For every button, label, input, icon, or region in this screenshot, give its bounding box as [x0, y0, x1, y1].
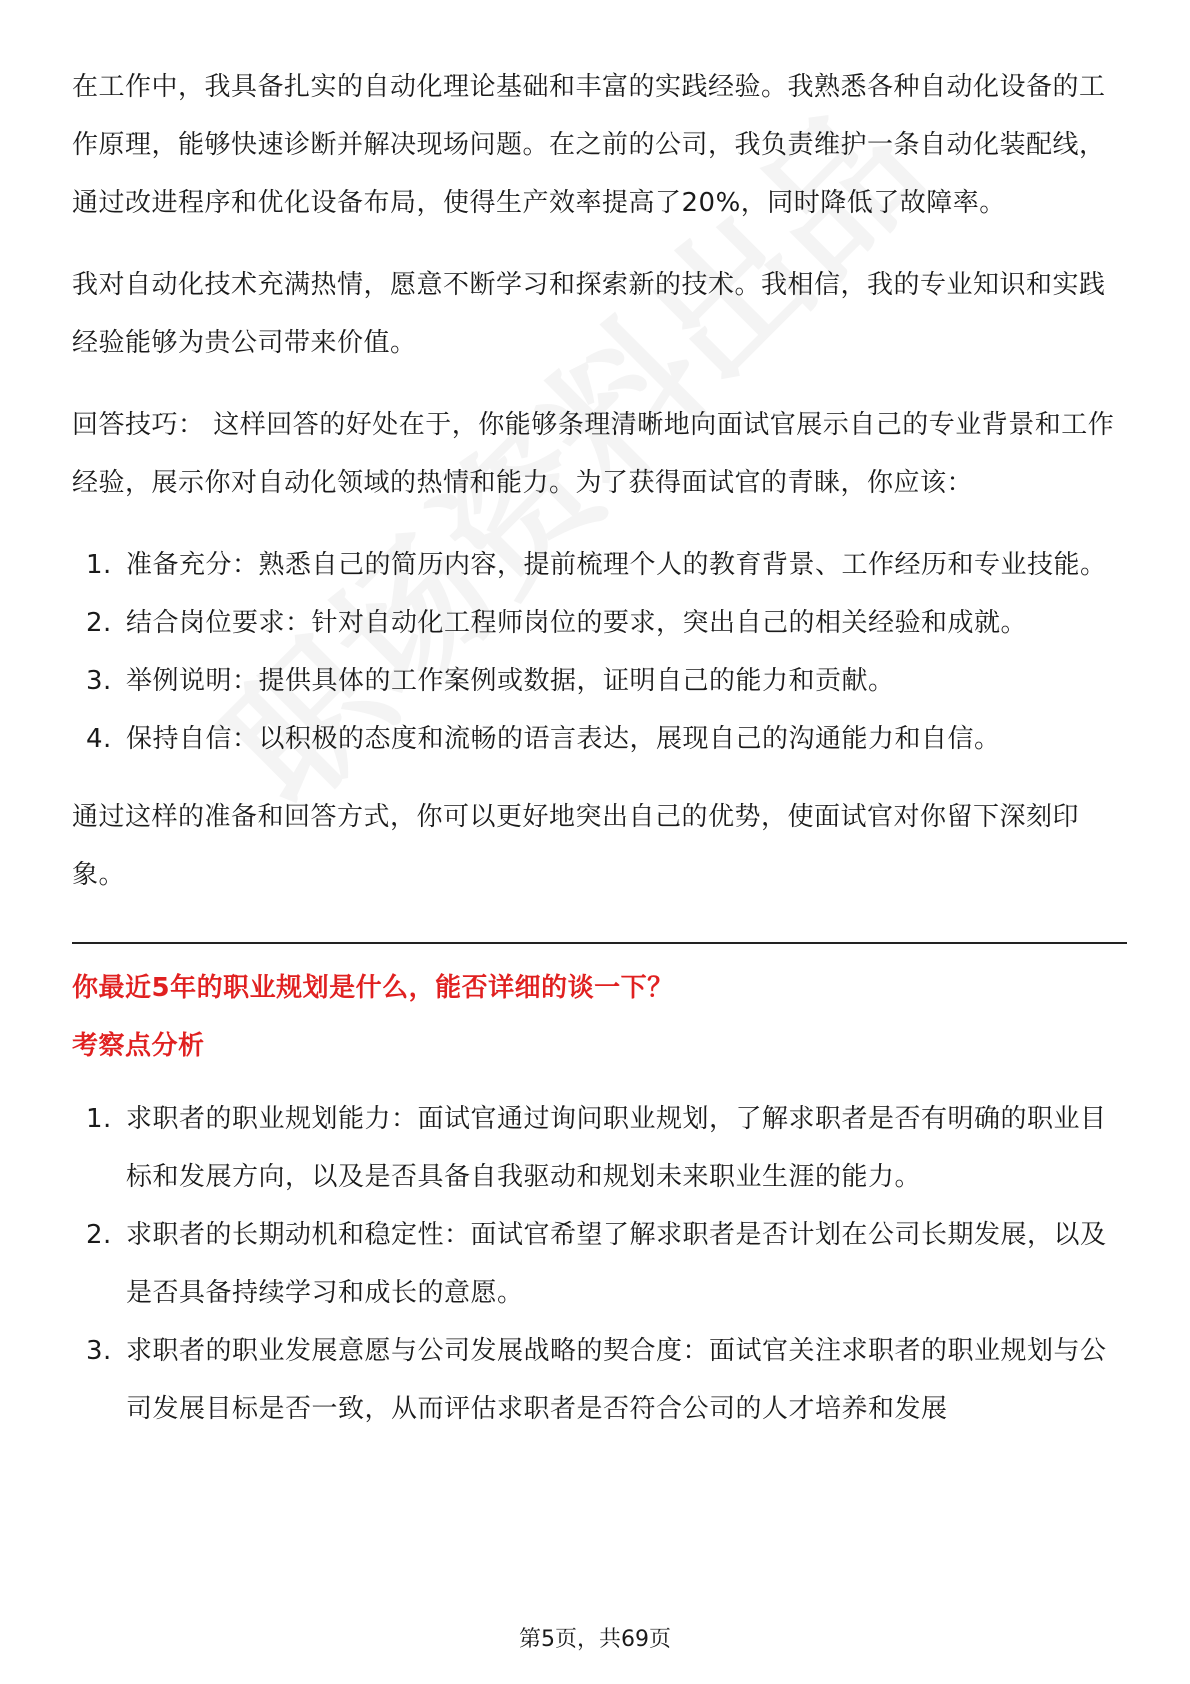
- list-number: 1.: [86, 1104, 112, 1134]
- list-item: [72, 1322, 1127, 1438]
- section-divider: [72, 942, 1127, 944]
- paragraph-experience: 在工作中，我具备扎实的自动化理论基础和丰富的实践经验。我熟悉各种自动化设备的工作原理，能够快速诊断并解决现场问题。在之前的公司，我负责维护一条自动化装配线，通过改进程序和优化设备布局，使得生产效率提高了20%，同时降低了故障率。: [72, 72, 1106, 218]
- list-number: 4.: [86, 724, 112, 754]
- list-text: 举例说明：提供具体的工作案例或数据，证明自己的能力和贡献。: [126, 666, 895, 696]
- list-number: 3.: [86, 666, 112, 696]
- question-heading: 你最近5年的职业规划是什么，能否详细的谈一下？: [72, 973, 674, 1003]
- list-number: 3.: [86, 1336, 112, 1366]
- list-item: [72, 1206, 1127, 1322]
- paragraph-closing: 通过这样的准备和回答方式，你可以更好地突出自己的优势，使面试官对你留下深刻印象。: [72, 802, 1080, 890]
- list-item: [72, 536, 1127, 594]
- analysis-heading: 考察点分析: [72, 1031, 205, 1061]
- list-text: 求职者的长期动机和稳定性：面试官希望了解求职者是否计划在公司长期发展，以及是否具备持续学习和成长的意愿。: [126, 1220, 1107, 1308]
- list-text: 结合岗位要求：针对自动化工程师岗位的要求，突出自己的相关经验和成就。: [126, 608, 1028, 638]
- list-text: 求职者的职业规划能力：面试官通过询问职业规划，了解求职者是否有明确的职业目标和发展方向，以及是否具备自我驱动和规划未来职业生涯的能力。: [126, 1104, 1107, 1192]
- page-footer: 第5页，共69页: [519, 1627, 671, 1652]
- list-number: 1.: [86, 550, 112, 580]
- analysis-list: [72, 1090, 1127, 1438]
- list-text: 保持自信：以积极的态度和流畅的语言表达，展现自己的沟通能力和自信。: [126, 724, 1001, 754]
- list-text: 求职者的职业发展意愿与公司发展战略的契合度：面试官关注求职者的职业规划与公司发展目标是否一致，从而评估求职者是否符合公司的人才培养和发展: [126, 1336, 1107, 1424]
- tips-list: [72, 536, 1127, 768]
- list-number: 2.: [86, 608, 112, 638]
- list-item: [72, 652, 1127, 710]
- list-text: 准备充分：熟悉自己的简历内容，提前梳理个人的教育背景、工作经历和专业技能。: [126, 550, 1107, 580]
- list-item: [72, 594, 1127, 652]
- page-content: [72, 58, 1127, 1458]
- list-item: [72, 710, 1127, 768]
- list-item: [72, 1090, 1127, 1206]
- list-number: 2.: [86, 1220, 112, 1250]
- paragraph-answer-tips: 回答技巧： 这样回答的好处在于，你能够条理清晰地向面试官展示自己的专业背景和工作经验，展示你对自动化领域的热情和能力。为了获得面试官的青睐，你应该：: [72, 410, 1115, 498]
- paragraph-passion: 我对自动化技术充满热情，愿意不断学习和探索新的技术。我相信，我的专业知识和实践经验能够为贵公司带来价值。: [72, 270, 1106, 358]
